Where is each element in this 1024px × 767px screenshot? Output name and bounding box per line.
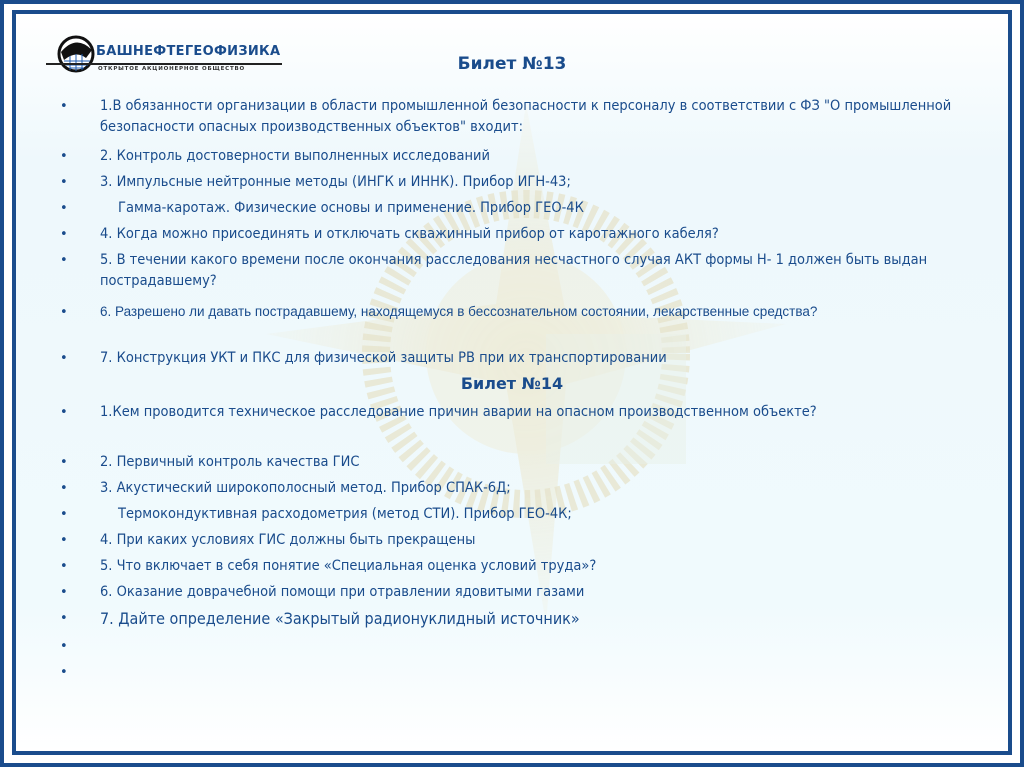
- bullet: •: [60, 611, 68, 626]
- question-text: 1.В обязанности организации в области промышленной безопасности к персоналу в соответствии с ФЗ "О промышленной безопасности опасных производственных объектов" входит:: [100, 98, 952, 135]
- question-text: 3. Акустический широкополосный метод. Прибор СПАК-6Д;: [100, 480, 511, 496]
- bullet: •: [60, 533, 68, 548]
- bullet: •: [60, 149, 68, 164]
- question-text: 3. Импульсные нейтронные методы (ИНГК и ИННК). Прибор ИГН-43;: [100, 174, 571, 190]
- question-text: 6. Оказание доврачебной помощи при отравлении ядовитыми газами: [100, 584, 585, 600]
- logo-company-subtitle: ОТКРЫТОЕ АКЦИОНЕРНОЕ ОБЩЕСТВО: [98, 66, 245, 72]
- question-text: Гамма-каротаж. Физические основы и применение. Прибор ГЕО-4К: [118, 200, 584, 216]
- bullet: •: [60, 305, 68, 320]
- bullet: •: [60, 351, 68, 366]
- logo-company-name: БАШНЕФТЕГЕОФИЗИКА: [96, 44, 281, 59]
- ticket-13-title: Билет №13: [457, 54, 567, 74]
- question-text: 5. Что включает в себя понятие «Специальная оценка условий труда»?: [100, 558, 597, 574]
- bullet: •: [60, 201, 68, 216]
- bullet: •: [60, 639, 68, 654]
- question-text: 2. Контроль достоверности выполненных исследований: [100, 148, 491, 164]
- bullet: •: [60, 455, 68, 470]
- question-text: 4. Когда можно присоединять и отключать скважинный прибор от каротажного кабеля?: [100, 226, 719, 242]
- list-item: [16, 96, 968, 138]
- question-text: 6. Разрешено ли давать пострадавшему, находящемуся в бессознательном состоянии, лекарственные средства?: [100, 304, 818, 319]
- question-text: 7. Конструкция УКТ и ПКС для физической защиты РВ при их транспортировании: [100, 350, 667, 366]
- bullet: •: [60, 665, 68, 680]
- bullet: •: [60, 175, 68, 190]
- question-text: Термокондуктивная расходометрия (метод СТИ). Прибор ГЕО-4К;: [118, 506, 572, 522]
- question-text: 7. Дайте определение «Закрытый радионуклидный источник»: [100, 609, 580, 628]
- ticket-14-title: Билет №14: [460, 374, 564, 393]
- bullet: •: [60, 99, 68, 114]
- bullet: •: [60, 585, 68, 600]
- question-text: 1.Кем проводится техническое расследование причин аварии на опасном производственном объекте?: [100, 404, 817, 420]
- slide-content-frame: [12, 10, 1012, 755]
- bullet: •: [60, 253, 68, 268]
- bullet: •: [60, 227, 68, 242]
- bullet: •: [60, 507, 68, 522]
- bullet: •: [60, 405, 68, 420]
- question-text: 5. В течении какого времени после окончания расследования несчастного случая АКТ формы Н- 1 должен быть выдан пострадавшему?: [100, 252, 928, 289]
- bullet: •: [60, 481, 68, 496]
- question-text: 2. Первичный контроль качества ГИС: [100, 454, 360, 470]
- question-text: 4. При каких условиях ГИС должны быть прекращены: [100, 532, 476, 548]
- bullet: •: [60, 559, 68, 574]
